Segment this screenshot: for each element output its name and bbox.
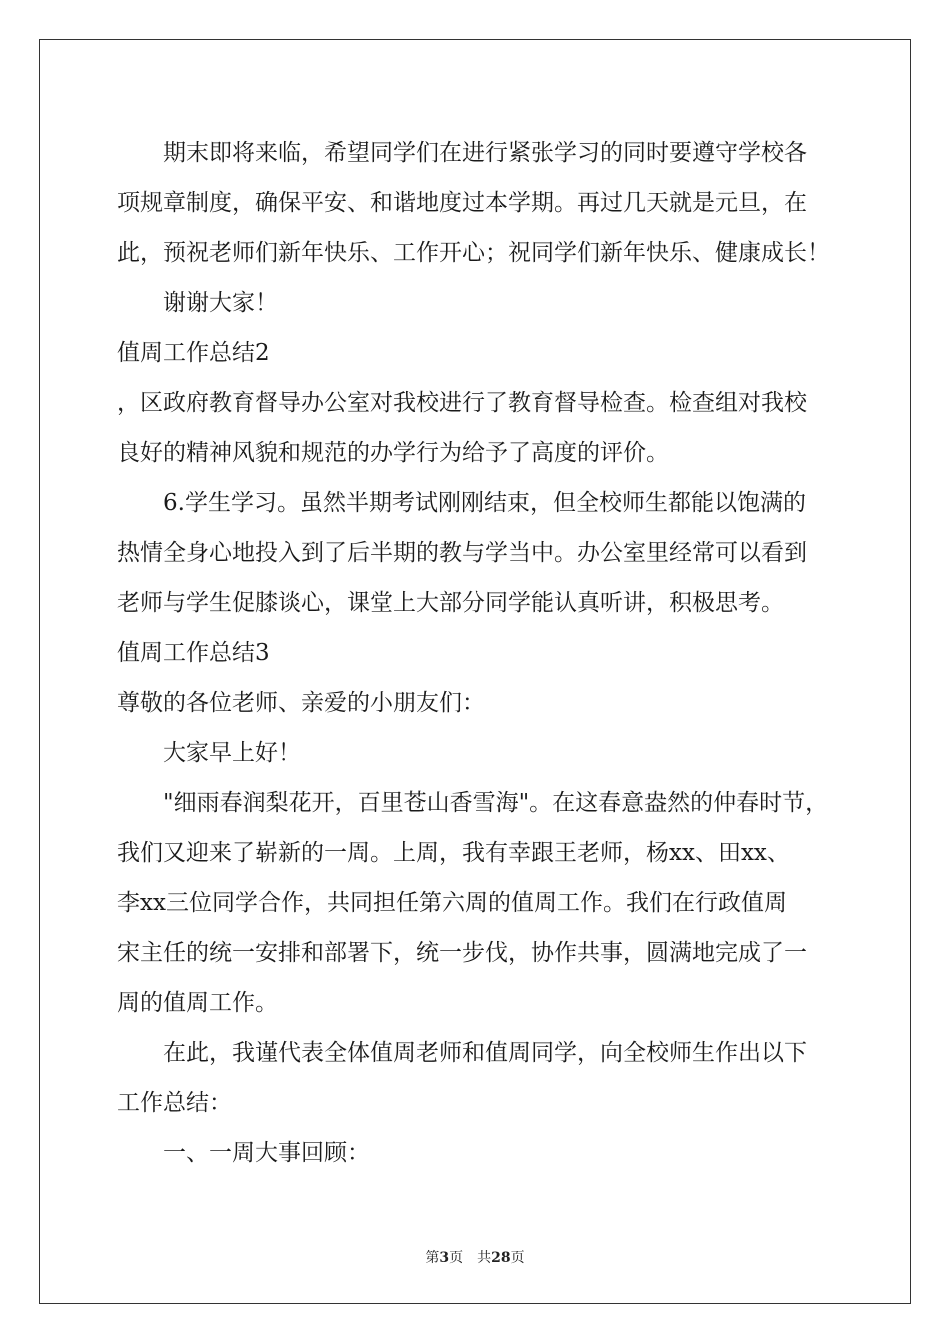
paragraph-line: 在此，我谨代表全体值周老师和值周同学，向全校师生作出以下 xyxy=(163,1040,807,1066)
paragraph-line: 6.学生学习。虽然半期考试刚刚结束，但全校师生都能以饱满的 xyxy=(163,490,806,516)
paragraph-line: 宋主任的统一安排和部署下，统一步伐，协作共事，圆满地完成了一 xyxy=(117,940,807,966)
salutation: 尊敬的各位老师、亲爱的小朋友们： xyxy=(117,690,485,716)
footer-suffix: 页 xyxy=(510,1250,525,1266)
subsection-heading: 一、一周大事回顾： xyxy=(163,1140,370,1166)
current-page-number: 3 xyxy=(439,1250,450,1266)
paragraph-line: 李xx三位同学合作，共同担任第六周的值周工作。我们在行政值周 xyxy=(117,890,787,916)
footer-mid: 页 共 xyxy=(449,1250,492,1266)
paragraph-line: "细雨春润梨花开，百里苍山香雪海"。在这春意盎然的仲春时节， xyxy=(163,790,829,816)
paragraph-line: ，区政府教育督导办公室对我校进行了教育督导检查。检查组对我校 xyxy=(117,390,807,416)
paragraph-line: 期末即将来临，希望同学们在进行紧张学习的同时要遵守学校各 xyxy=(163,140,807,166)
paragraph-line: 老师与学生促膝谈心，课堂上大部分同学能认真听讲，积极思考。 xyxy=(117,590,784,616)
greeting: 大家早上好！ xyxy=(163,740,301,766)
total-page-count: 28 xyxy=(491,1250,511,1266)
section-heading: 值周工作总结3 xyxy=(117,640,270,666)
paragraph-line: 项规章制度，确保平安、和谐地度过本学期。再过几天就是元旦，在 xyxy=(117,190,807,216)
footer-prefix: 第 xyxy=(425,1250,440,1266)
paragraph-line: 我们又迎来了崭新的一周。上周，我有幸跟王老师，杨xx、田xx、 xyxy=(117,840,790,866)
document-body xyxy=(117,128,837,1178)
paragraph-line: 工作总结： xyxy=(117,1090,232,1116)
paragraph-line: 良好的精神风貌和规范的办学行为给予了高度的评价。 xyxy=(117,440,669,466)
paragraph-line: 周的值周工作。 xyxy=(117,990,278,1016)
page-footer xyxy=(0,1247,950,1267)
paragraph-line: 热情全身心地投入到了后半期的教与学当中。办公室里经常可以看到 xyxy=(117,540,807,566)
section-heading: 值周工作总结2 xyxy=(117,340,270,366)
paragraph-line: 谢谢大家！ xyxy=(163,290,278,316)
paragraph-line: 此，预祝老师们新年快乐、工作开心；祝同学们新年快乐、健康成长！ xyxy=(117,240,830,266)
